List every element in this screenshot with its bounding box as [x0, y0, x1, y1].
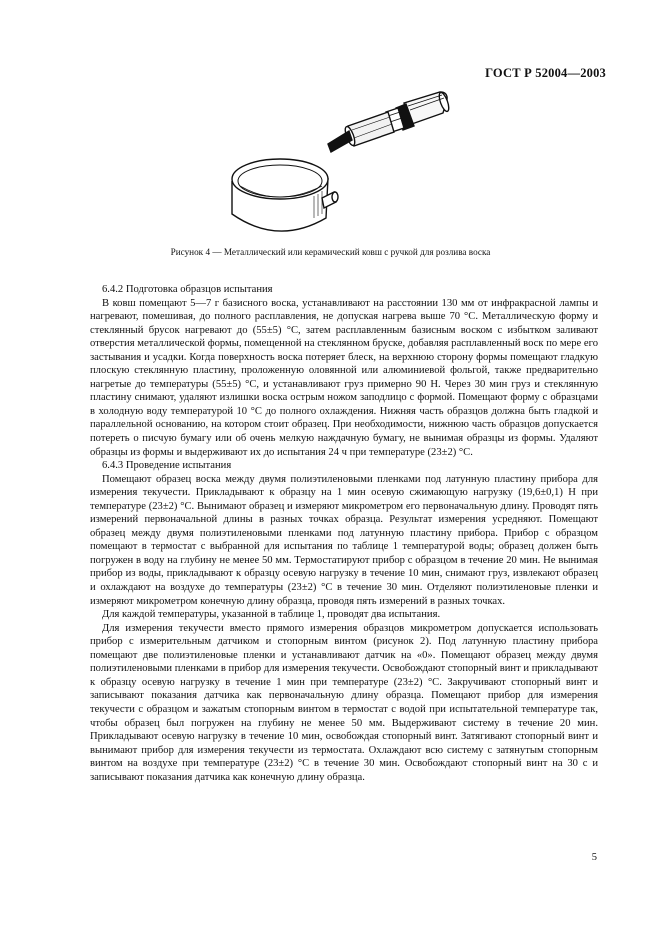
- paragraph: Помещают образец воска между двумя полиэтиленовыми пленками под латунную пластину прибора для измерения текучести. Прикладывают к образцу на 1 мин осевую сжимающую нагрузку (19,6±0,1) Н при температуре (23±2) °С. Вынимают образец и измеряют микрометром его первоначальную длину. Проводят пять измерений первоначальной длины в разных точках образца. Результат измерения усредняют. Помещают образец между двумя полиэтиленовыми пленками под латунную пластину прибора. Прибор с образцом помещают в термостат с выбранной для испытания по таблице 1 температурой воды; образец должен быть погружен в воду на глубину не менее 50 мм. Термостатируют прибор с образцом в течение 20 мин. Не вынимая прибор из воды, прикладывают к образцу осевую нагрузку в течение 10 мин, снимают груз, извлекают образец и охлаждают на воздухе до температуры (23±2) °С в течение 30 мин. Отделяют полиэтиленовые пленки и измеряют микрометром конечную длину образца, проводя пять измерений в разных точках.: [90, 473, 598, 607]
- document-body: [90, 283, 598, 784]
- page-number: 5: [591, 852, 597, 863]
- paragraph: Для каждой температуры, указанной в таблице 1, проводят два испытания.: [102, 609, 441, 621]
- section-heading-6-4-2: 6.4.2 Подготовка образцов испытания: [102, 284, 273, 295]
- paragraph: Для измерения текучести вместо прямого измерения образцов микрометром допускается использовать прибор с измерительным датчиком и стопорным винтом (рисунок 2). Под латунную пластину прибора помещают две полиэтиленовые пленки и устанавливают датчик на «0». Помещают образец между двумя полиэтиленовыми пленками в прибор для измерения текучести. Освобождают стопорный винт и прикладывают к образцу осевую нагрузку в течение 1 мин при температуре (23±2) °С. Закручивают стопорный винт и записывают показания датчика как первоначальную длину образца. Помещают прибор для измерения текучести с образцом и зажатым стопорным винтом в термостат с водой при испытательной температуре так, чтобы образец был погружен на глубину не менее 50 мм. Выдерживают систему в течение 20 мин. Прикладывают осевую нагрузку в течение 10 мин, освобождая стопорный винт. Затягивают стопорный винт и вынимают прибор для измерения текучести из термостата. Охлаждают всю систему с затянутым стопорным винтом на воздухе при температуре (23±2) °С в течение 30 мин. Освобождают стопорный винт на 30 с и записывают показания датчика как конечную длину образца.: [90, 622, 598, 783]
- paragraph: В ковш помещают 5—7 г базисного воска, устанавливают на расстоянии 130 мм от инфракрасной лампы и нагревают, помешивая, до полного расплавления, не допуская нагрева выше 70 °С. Металлическую форму и стеклянный брусок нагревают до (55±5) °С, затем расплавленным базисным воском с избытком заливают отверстия металлической формы, помещенной на стеклянном бруске, добавляя расплавленный воск по мере его застывания и усадки. Когда поверхность воска потеряет блеск, на верхнюю сторону формы помещают гладкую плоскую стеклянную пластину, проложенную оловянной или алюминиевой фольгой, также предварительно нагретые до температуры (55±5) °С, и устанавливают груз примерно 90 Н. Через 30 мин груз и стеклянную пластину снимают, удаляют излишки воска острым ножом заподлицо с формой. Помещают форму с образцами в холодную воду температурой 10 °С до полного охлаждения. Нижняя часть образцов должна быть гладкой и параллельной основанию, на котором стоит образец. При необходимости, нижнюю часть образцов допускается потереть о писчую бумагу или об очень мелкую наждачную бумагу, не вынимая образцы из формы. Удаляют образцы из формы и выдерживают их до испытания 24 ч при температуре (23±2) °С.: [90, 297, 598, 458]
- ladle-icon: [218, 86, 458, 236]
- ladle-figure: [218, 86, 458, 236]
- figure-caption: Рисунок 4 — Металлический или керамический ковш с ручкой для розлива воска: [170, 247, 491, 257]
- document-header: ГОСТ Р 52004—2003: [485, 66, 606, 80]
- section-heading-6-4-3: 6.4.3 Проведение испытания: [102, 460, 232, 472]
